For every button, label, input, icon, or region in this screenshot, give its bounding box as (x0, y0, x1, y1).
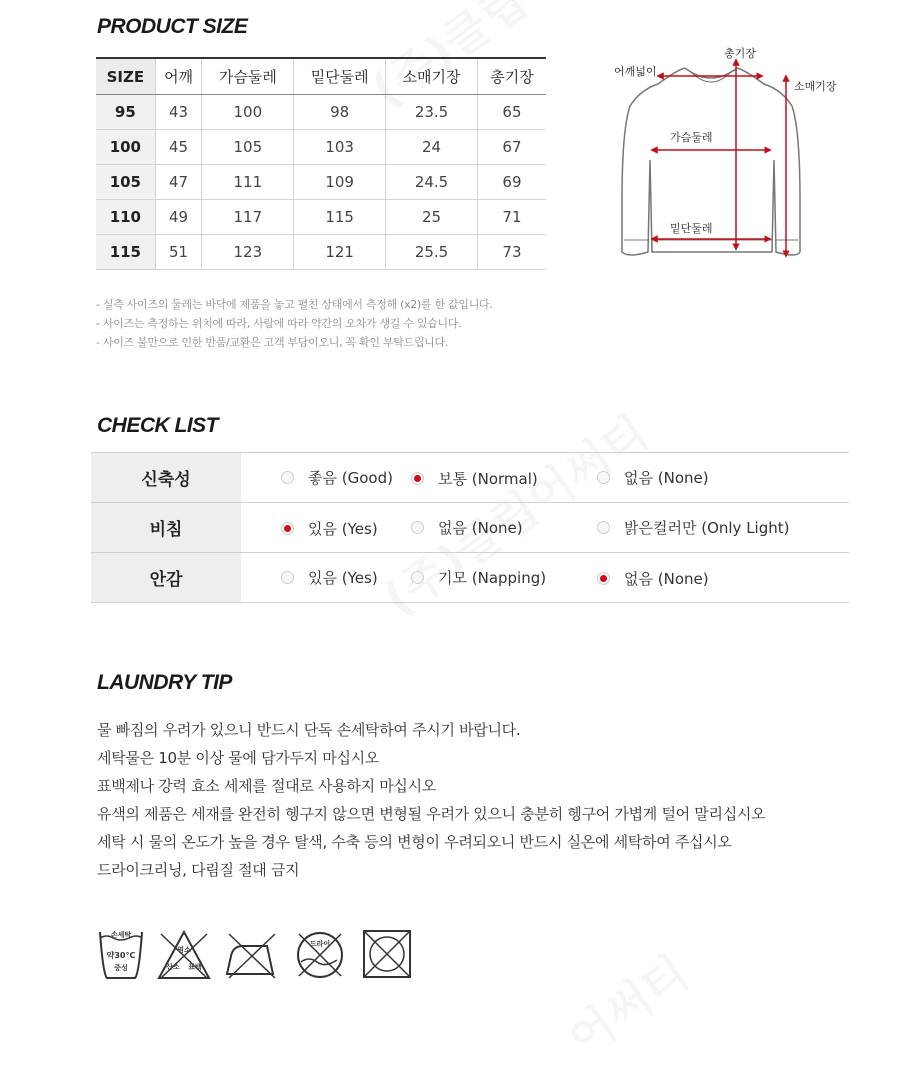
value-cell: 43 (155, 95, 202, 130)
value-cell: 67 (477, 130, 546, 165)
radio-option[interactable] (281, 467, 393, 488)
value-cell: 103 (294, 130, 386, 165)
radio-off-icon (281, 471, 294, 484)
value-cell: 25 (386, 200, 478, 235)
label-total-length: 총기장 (724, 47, 756, 60)
hand-wash-line: 중성 (114, 964, 128, 972)
laundry-tips (97, 716, 765, 884)
value-cell: 100 (202, 95, 294, 130)
label-sleeve: 소매기장 (794, 80, 837, 93)
laundry-tip: 물 빠짐의 우려가 있으니 반드시 단독 손세탁하여 주시기 바랍니다. (97, 721, 521, 739)
size-note: - 사이즈 불만으로 인한 반품/교환은 고객 부담이오니, 꼭 확인 부탁드립니다. (96, 336, 449, 349)
option-label: 밝은컬러만 (Only Light) (624, 519, 790, 537)
size-cell: 110 (96, 200, 155, 235)
value-cell: 24 (386, 130, 478, 165)
product-size-title: PRODUCT SIZE (97, 15, 248, 38)
value-cell: 105 (202, 130, 294, 165)
size-notes (96, 295, 493, 352)
radio-off-icon (281, 571, 294, 584)
no-dry-clean-icon (291, 926, 349, 982)
size-cell: 100 (96, 130, 155, 165)
no-bleach-line: 염소 (177, 946, 191, 954)
check-row-transparency (91, 503, 849, 553)
label-shoulder: 어깨넓이 (614, 65, 657, 78)
value-cell: 25.5 (386, 235, 478, 270)
check-row-lining (91, 553, 849, 603)
value-cell: 73 (477, 235, 546, 270)
no-iron-icon (223, 926, 281, 982)
option-label: 있음 (Yes) (308, 519, 378, 538)
care-icons (97, 926, 427, 982)
value-cell: 24.5 (386, 165, 478, 200)
laundry-tip-title: LAUNDRY TIP (97, 671, 232, 694)
label-hem: 밑단둘레 (670, 222, 713, 235)
check-list-title: CHECK LIST (97, 414, 218, 437)
value-cell: 47 (155, 165, 202, 200)
option-label: 없음 (None) (438, 519, 523, 537)
value-cell: 115 (294, 200, 386, 235)
laundry-tip: 세탁물은 10분 이상 물에 담가두지 마십시오 (97, 749, 380, 767)
laundry-tip: 세탁 시 물의 온도가 높을 경우 탈색, 수축 등의 변형이 우려되오니 반드시 실온에 세탁하여 주십시오 (97, 833, 732, 851)
value-cell: 71 (477, 200, 546, 235)
laundry-tip: 드라이크리닝, 다림질 절대 금지 (97, 861, 300, 879)
value-cell: 69 (477, 165, 546, 200)
table-row (96, 165, 546, 200)
value-cell: 123 (202, 235, 294, 270)
radio-option[interactable] (281, 567, 378, 588)
col-header: 소매기장 (386, 58, 478, 95)
check-list-table (91, 452, 849, 603)
option-label: 기모 (Napping) (438, 569, 547, 587)
check-row-label: 비침 (91, 503, 241, 553)
table-row (96, 130, 546, 165)
col-header: 어깨 (155, 58, 202, 95)
laundry-tip: 유색의 제품은 세재를 완전히 헹구지 않으면 변형될 우려가 있으니 충분히 헹구어 가볍게 털어 말리십시오 (97, 805, 766, 823)
option-label: 없음 (None) (624, 469, 709, 487)
col-header: 밑단둘레 (294, 58, 386, 95)
option-label: 없음 (None) (624, 569, 709, 588)
col-header: 가슴둘레 (202, 58, 294, 95)
value-cell: 121 (294, 235, 386, 270)
no-tumble-dry-icon (359, 926, 417, 982)
col-header: SIZE (96, 58, 155, 95)
radio-on-icon (597, 572, 610, 585)
value-cell: 111 (202, 165, 294, 200)
value-cell: 23.5 (386, 95, 478, 130)
label-chest: 가슴둘레 (670, 131, 713, 144)
radio-off-icon (597, 521, 610, 534)
size-table (96, 57, 546, 270)
radio-option[interactable] (597, 517, 789, 538)
radio-off-icon (597, 471, 610, 484)
measurement-diagram (600, 40, 837, 270)
no-dry-clean-line: 드라이 (309, 940, 331, 948)
radio-option[interactable] (411, 468, 538, 489)
hand-wash-line: 손세탁 (110, 931, 132, 939)
no-bleach-line: 표백 (188, 963, 202, 971)
table-row (96, 235, 546, 270)
value-cell: 65 (477, 95, 546, 130)
radio-on-icon (281, 522, 294, 535)
radio-off-icon (411, 571, 424, 584)
radio-option[interactable] (597, 467, 709, 488)
option-label: 보통 (Normal) (438, 469, 538, 488)
size-note: - 사이즈는 측정하는 위치에 따라, 사람에 따라 약간의 오차가 생길 수 있습니다. (96, 317, 462, 330)
size-cell: 105 (96, 165, 155, 200)
col-header: 총기장 (477, 58, 546, 95)
value-cell: 45 (155, 130, 202, 165)
radio-option[interactable] (411, 517, 523, 538)
no-bleach-icon (155, 926, 213, 982)
check-row-label: 안감 (91, 553, 241, 603)
value-cell: 98 (294, 95, 386, 130)
radio-off-icon (411, 521, 424, 534)
value-cell: 117 (202, 200, 294, 235)
radio-option[interactable] (597, 568, 709, 589)
radio-option[interactable] (411, 567, 546, 588)
hand-wash-icon (97, 926, 145, 982)
size-cell: 95 (96, 95, 155, 130)
check-row-elasticity (91, 453, 849, 503)
value-cell: 49 (155, 200, 202, 235)
table-row (96, 200, 546, 235)
hand-wash-line: 약30°C (106, 951, 136, 960)
size-table-header (96, 58, 546, 95)
radio-option[interactable] (281, 518, 378, 539)
no-bleach-line: 산소 (166, 963, 180, 971)
table-row (96, 95, 546, 130)
radio-on-icon (411, 472, 424, 485)
option-label: 좋음 (Good) (308, 469, 393, 487)
value-cell: 51 (155, 235, 202, 270)
check-row-label: 신축성 (91, 453, 241, 503)
laundry-tip: 표백제나 강력 효소 세제를 절대로 사용하지 마십시오 (97, 777, 436, 795)
value-cell: 109 (294, 165, 386, 200)
size-cell: 115 (96, 235, 155, 270)
option-label: 있음 (Yes) (308, 569, 378, 587)
size-note: - 실측 사이즈의 둘레는 바닥에 제품을 놓고 펼친 상태에서 측정해 (x2)를 한 값입니다. (96, 298, 493, 311)
